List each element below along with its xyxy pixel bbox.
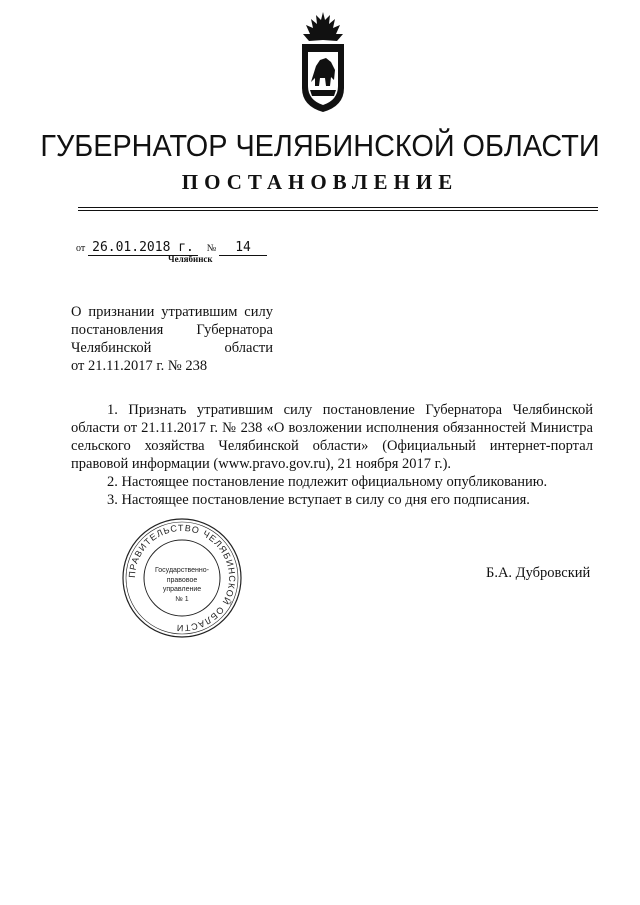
- subject-line: постановления Губернатора: [71, 322, 273, 338]
- body-paragraph: 3. Настоящее постановление вступает в силу со дня его подписания.: [107, 492, 530, 508]
- body-paragraph: 1. Признать утратившим силу постановление Губернатора Челябинской области от 21.11.2017 г. № 238 «О возложении исполнения обязанностей Министра сельского хозяйства Челябинской области» (Официальный интернет-портал правовой информации (www.pravo.gov.ru), 21 ноября 2017 г.).: [71, 402, 593, 472]
- svg-text:№ 1: № 1: [175, 596, 189, 603]
- svg-text:правовое: правовое: [166, 577, 198, 584]
- date-label: от: [76, 243, 86, 254]
- document-type: ПОСТАНОВЛЕНИЕ: [181, 170, 459, 194]
- document-body: [71, 401, 593, 509]
- document-number: 14: [219, 240, 267, 256]
- authority-title: ГУБЕРНАТОР ЧЕЛЯБИНСКОЙ ОБЛАСТИ: [40, 128, 600, 163]
- seal-outer-text: ПРАВИТЕЛЬСТВО ЧЕЛЯБИНСКОЙ ОБЛАСТИ: [126, 522, 238, 634]
- number-label: №: [206, 243, 217, 254]
- subject-line: О признании утратившим силу: [71, 304, 273, 320]
- header-divider-thick: [78, 210, 598, 211]
- document-date: 26.01.2018 г.: [88, 240, 198, 256]
- svg-text:Государственно-: Государственно-: [154, 567, 210, 574]
- body-paragraph: 2. Настоящее постановление подлежит официальному опубликованию.: [107, 474, 548, 490]
- subject-line: Челябинской области: [71, 340, 273, 356]
- svg-text:управление: управление: [162, 586, 202, 593]
- subject-line: от 21.11.2017 г. № 238: [71, 358, 208, 374]
- coat-of-arms-emblem: [298, 10, 348, 114]
- header-divider: [78, 207, 598, 208]
- signatory-name: Б.А. Дубровский: [486, 565, 591, 581]
- document-city: Челябинск: [168, 254, 213, 264]
- document-subject: [71, 303, 273, 375]
- official-seal-stamp: [120, 516, 244, 640]
